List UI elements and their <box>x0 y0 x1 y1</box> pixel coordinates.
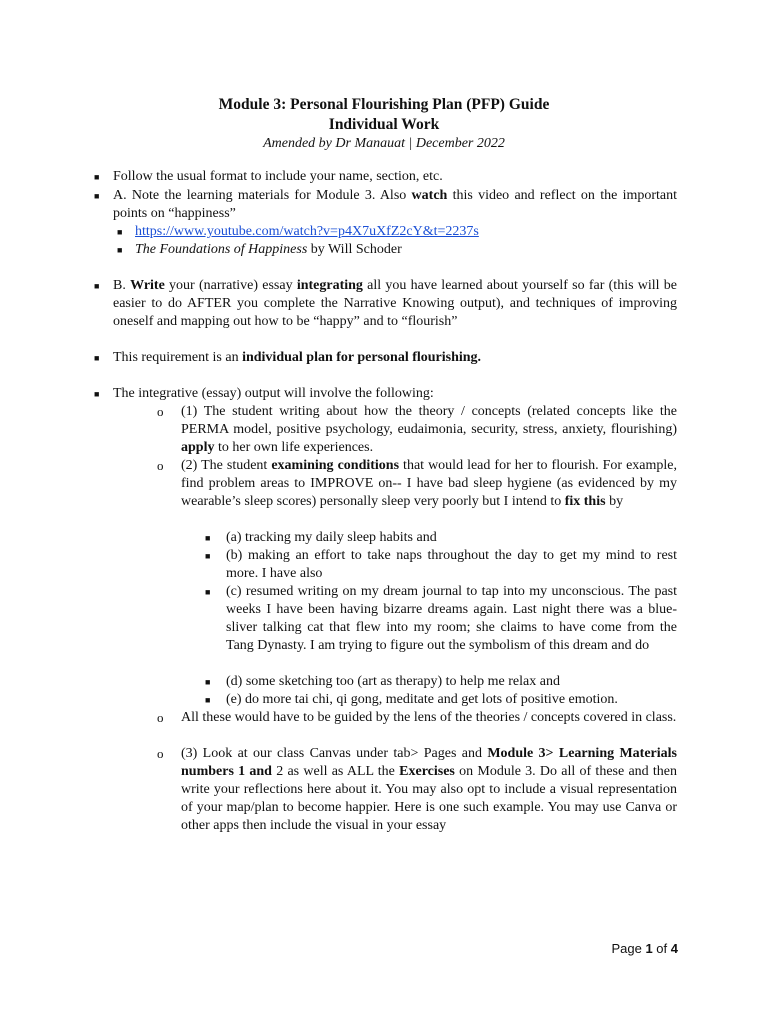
circle-bullet-icon: o <box>157 710 164 725</box>
sub-item-b: (b) making an effort to take naps throughout the day to get my mind to rest more. I have also <box>226 548 677 581</box>
square-bullet-icon: ■ <box>205 677 211 687</box>
square-bullet-icon: ■ <box>94 281 100 291</box>
document-subtitle: Individual Work <box>328 116 440 133</box>
bullet-format: Follow the usual format to include your name, section, etc. <box>113 169 443 184</box>
square-bullet-icon: ■ <box>205 551 211 561</box>
square-bullet-icon: ■ <box>117 227 123 237</box>
bullet-integrative: The integrative (essay) output will involve the following: <box>113 386 434 401</box>
circle-bullet-icon: o <box>157 746 164 761</box>
video-title-line: The Foundations of Happiness by Will Schoder <box>135 242 402 257</box>
item-lens: All these would have to be guided by the lens of the theories / concepts covered in class. <box>181 710 677 725</box>
square-bullet-icon: ■ <box>94 389 100 399</box>
square-bullet-icon: ■ <box>94 353 100 363</box>
sub-item-c: (c) resumed writing on my dream journal to tap into my unconscious. The past weeks I have been having bizarre dreams again. Last night there was a blue-sliver talking cat that flew into my room; she claims to have come from the Tang Dynasty. I am trying to figure out the symbolism of this dream and do <box>226 584 677 653</box>
document-title: Module 3: Personal Flourishing Plan (PFP) Guide <box>218 96 550 113</box>
sub-item-a: (a) tracking my daily sleep habits and <box>226 530 437 545</box>
youtube-link[interactable]: https://www.youtube.com/watch?v=p4X7uXfZ2cY&t=2237s <box>135 224 479 239</box>
amended-line: Amended by Dr Manauat | December 2022 <box>263 136 505 151</box>
bullet-a: A. Note the learning materials for Module 3. Also watch this video and reflect on the important points on “happiness” <box>113 188 678 221</box>
circle-bullet-icon: o <box>157 404 164 419</box>
square-bullet-icon: ■ <box>94 191 100 201</box>
bullet-requirement: This requirement is an individual plan for personal flourishing. <box>113 350 482 365</box>
bullet-b: B. Write your (narrative) essay integrating all you have learned about yourself so far (this will be easier to do AFTER you complete the Narrative Knowing output), and techniques of improving oneself and mapping out how to be “happy” and to “flourish” <box>113 278 677 329</box>
square-bullet-icon: ■ <box>94 172 100 182</box>
sub-item-e: (e) do more tai chi, qi gong, meditate and get lots of positive emotion. <box>226 692 618 707</box>
item-3: (3) Look at our class Canvas under tab> Pages and Module 3> Learning Materials numbers 1 and 2 as well as ALL the Exercises on Module 3. Do all of these and then write your reflections here about it. You may also opt to include a visual representation of your map/plan to become happier. Here is one such example. You may use Canva or other apps then include the visual in your essay <box>181 746 678 833</box>
square-bullet-icon: ■ <box>205 587 211 597</box>
video-link[interactable] <box>135 223 675 241</box>
item-1: (1) The student writing about how the theory / concepts (related concepts like the PERMA model, positive psychology, eudaimonia, security, stress, anxiety, flourishing) apply to her own life experiences. <box>181 404 677 455</box>
item-2: (2) The student examining conditions that would lead for her to flourish. For example, find problem areas to IMPROVE on-- I have bad sleep hygiene (as evidenced by my wearable’s sleep scores) personally sleep very poorly but I intend to fix this by <box>181 458 677 509</box>
square-bullet-icon: ■ <box>117 245 123 255</box>
square-bullet-icon: ■ <box>205 533 211 543</box>
square-bullet-icon: ■ <box>205 695 211 705</box>
page-number: Page 1 of 4 <box>611 941 678 956</box>
sub-item-d: (d) some sketching too (art as therapy) to help me relax and <box>226 674 560 689</box>
circle-bullet-icon: o <box>157 458 164 473</box>
